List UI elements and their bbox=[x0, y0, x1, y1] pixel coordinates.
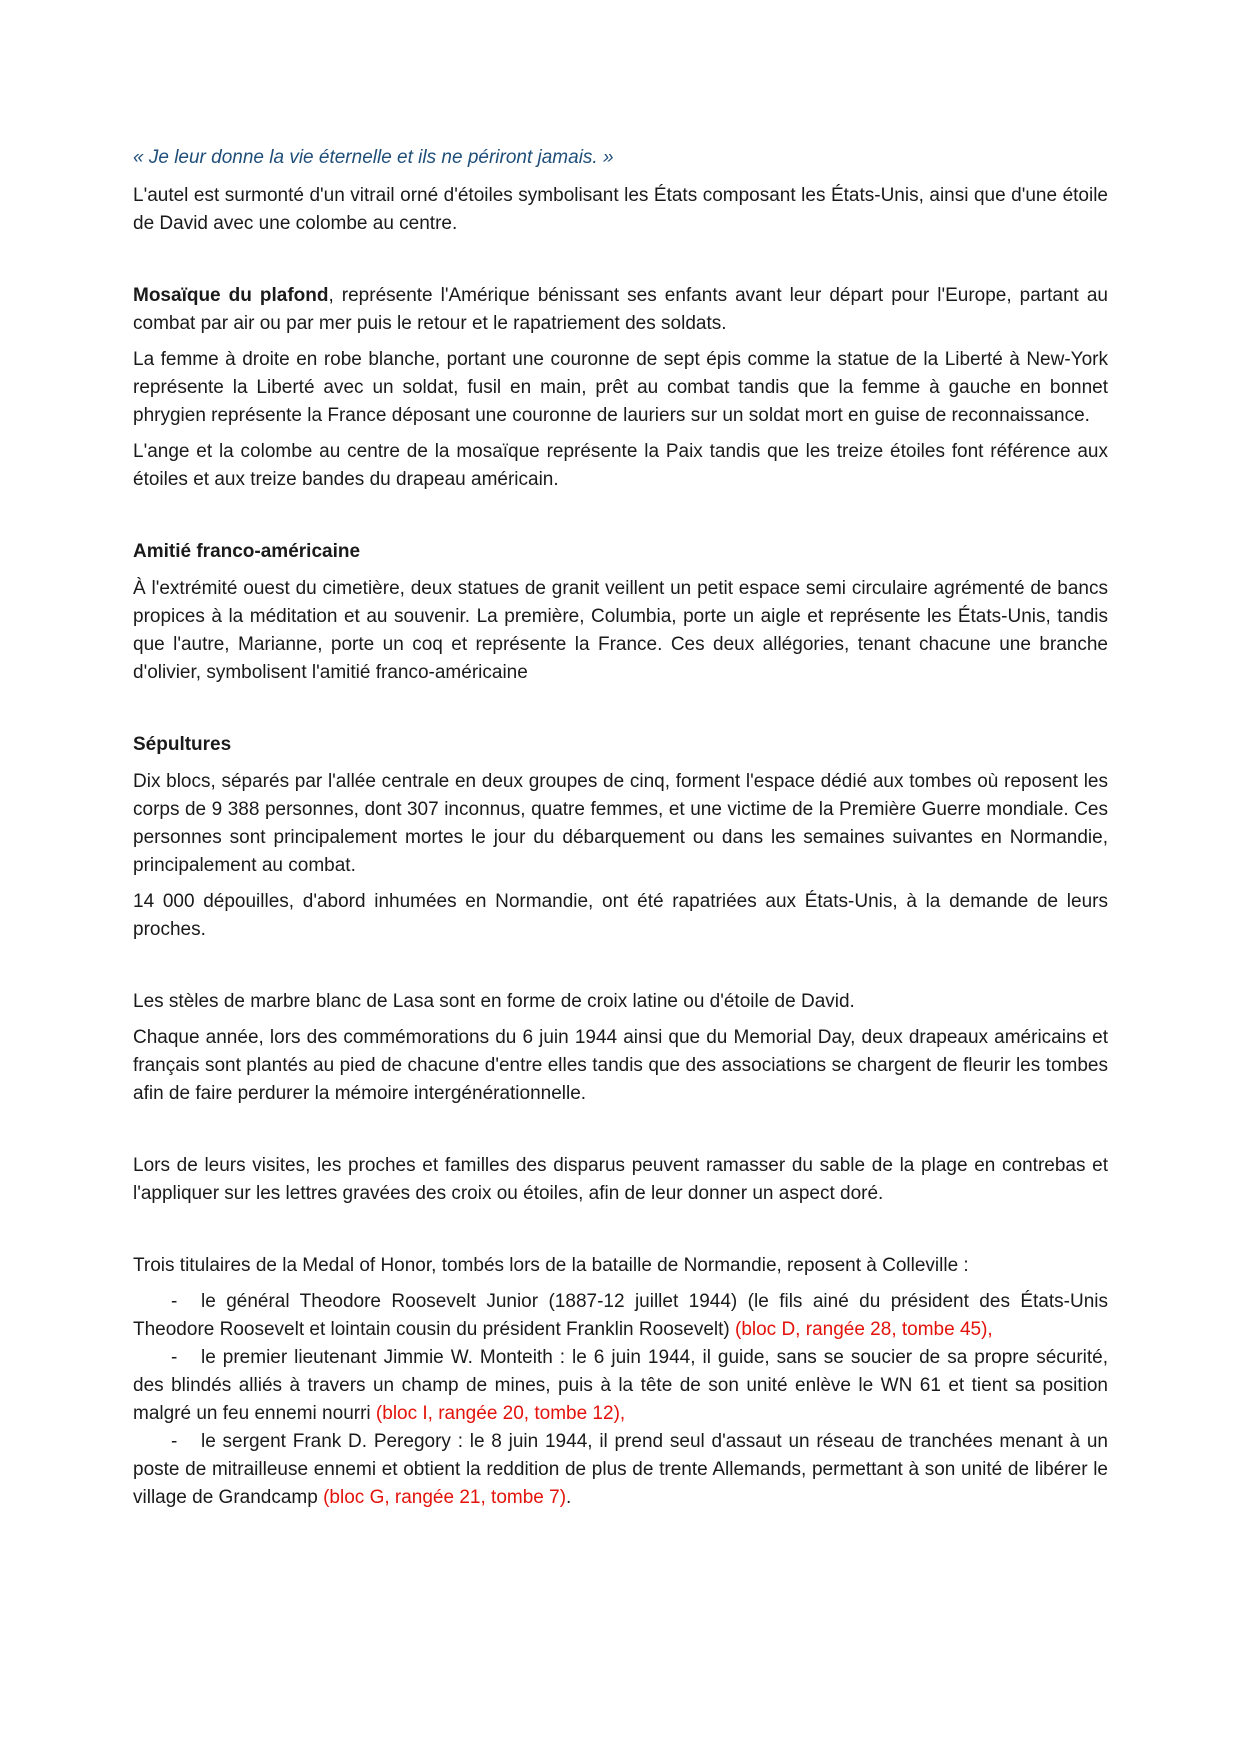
paragraph-mosaique: Mosaïque du plafond, représente l'Amérique bénissant ses enfants avant leur départ pour l'Europe, partant au combat par air ou par mer puis le retour et le rapatriement des soldats. bbox=[133, 285, 1108, 334]
paragraph-extremite: À l'extrémité ouest du cimetière, deux statues de granit veillent un petit espace semi circulaire agrémenté de bancs propices à la méditation et au souvenir. La première, Columbia, porte un aigle et représente les États-Unis, tandis que l'autre, Marianne, porte un coq et représente la France. Ces deux allégories, tenant chacune une branche d'olivier, symbolisent l'amitié franco-américaine bbox=[133, 578, 1108, 683]
paragraph-steles: Les stèles de marbre blanc de Lasa sont en forme de croix latine ou d'étoile de David. bbox=[133, 991, 855, 1012]
list-item-monteith: - le premier lieutenant Jimmie W. Monteith : le 6 juin 1944, il guide, sans se soucier de sa propre sécurité, des blindés alliés à travers un champ de mines, puis à la tête de son unité enlève le WN 61 et tient sa position malgré un feu ennemi nourri (bloc I, rangée 20, tombe 12), bbox=[133, 1344, 1108, 1428]
list-item-roosevelt: - le général Theodore Roosevelt Junior (1887-12 juillet 1944) (le fils ainé du président des États-Unis Theodore Roosevelt et lointain cousin du président Franklin Roosevelt) (bloc D, rangée 28, tombe 45), bbox=[133, 1288, 1108, 1344]
grave-location-red-text: (bloc I, rangée 20, tombe 12), bbox=[375, 1403, 626, 1424]
paragraph-femme: La femme à droite en robe blanche, portant une couronne de sept épis comme la statue de la Liberté à New-York représente la Liberté avec un soldat, fusil en main, prêt au combat tandis que la femme à gauche en bonnet phrygien représente la France déposant une couronne de lauriers sur un soldat mort en guise de reconnaissance. bbox=[133, 349, 1108, 426]
paragraph-medal-of-honor: Trois titulaires de la Medal of Honor, tombés lors de la bataille de Normandie, reposent à Colleville : bbox=[133, 1255, 969, 1276]
heading-amitie: Amitié franco-américaine bbox=[133, 541, 361, 562]
paragraph-lead-bold: Mosaïque du plafond bbox=[133, 285, 329, 306]
list-dash-marker: - bbox=[171, 1291, 178, 1312]
list-dash-marker: - bbox=[171, 1431, 178, 1452]
list-dash-marker: - bbox=[171, 1347, 178, 1368]
spacer bbox=[133, 502, 1108, 538]
paragraph-autel: L'autel est surmonté d'un vitrail orné d'étoiles symbolisant les États composant les États-Unis, ainsi que d'une étoile de David avec une colombe au centre. bbox=[133, 185, 1108, 234]
list-item-peregory: - le sergent Frank D. Peregory : le 8 juin 1944, il prend seul d'assaut un réseau de tranchées menant à un poste de mitrailleuse ennemi et obtient la reddition de plus de trente Allemands, permettant à son unité de libérer le village de Grandcamp (bloc G, rangée 21, tombe 7). bbox=[133, 1428, 1108, 1512]
spacer bbox=[133, 1216, 1108, 1252]
paragraph-dixblocs: Dix blocs, séparés par l'allée centrale en deux groupes de cinq, forment l'espace dédié aux tombes où reposent les corps de 9 388 personnes, dont 307 inconnus, quatre femmes, et une victime de la Première Guerre mondiale. Ces personnes sont principalement mortes le jour du débarquement ou dans les semaines suivantes en Normandie, principalement au combat. bbox=[133, 771, 1108, 876]
heading-sepultures: Sépultures bbox=[133, 734, 232, 755]
paragraph-ange: L'ange et la colombe au centre de la mosaïque représente la Paix tandis que les treize étoiles font référence aux étoiles et aux treize bandes du drapeau américain. bbox=[133, 441, 1108, 490]
spacer bbox=[133, 695, 1108, 731]
paragraph-depouilles: 14 000 dépouilles, d'abord inhumées en Normandie, ont été rapatriées aux États-Unis, à la demande de leurs proches. bbox=[133, 891, 1108, 940]
paragraph-chaque-annee: Chaque année, lors des commémorations du 6 juin 1944 ainsi que du Memorial Day, deux drapeaux américains et français sont plantés au pied de chacune d'entre elles tandis que des associations se chargent de fleurir les tombes afin de faire perdurer la mémoire intergénérationnelle. bbox=[133, 1027, 1108, 1104]
spacer bbox=[133, 952, 1108, 988]
grave-location-red-text: (bloc D, rangée 28, tombe 45), bbox=[735, 1319, 993, 1340]
grave-location-red-text: (bloc G, rangée 21, tombe 7) bbox=[323, 1487, 567, 1508]
spacer bbox=[133, 246, 1108, 282]
epigraph-quote: « Je leur donne la vie éternelle et ils ne périront jamais. » bbox=[133, 147, 614, 168]
paragraph-visites: Lors de leurs visites, les proches et familles des disparus peuvent ramasser du sable de la plage en contrebas et l'appliquer sur les lettres gravées des croix ou étoiles, afin de leur donner un aspect doré. bbox=[133, 1155, 1108, 1204]
spacer bbox=[133, 1116, 1108, 1152]
